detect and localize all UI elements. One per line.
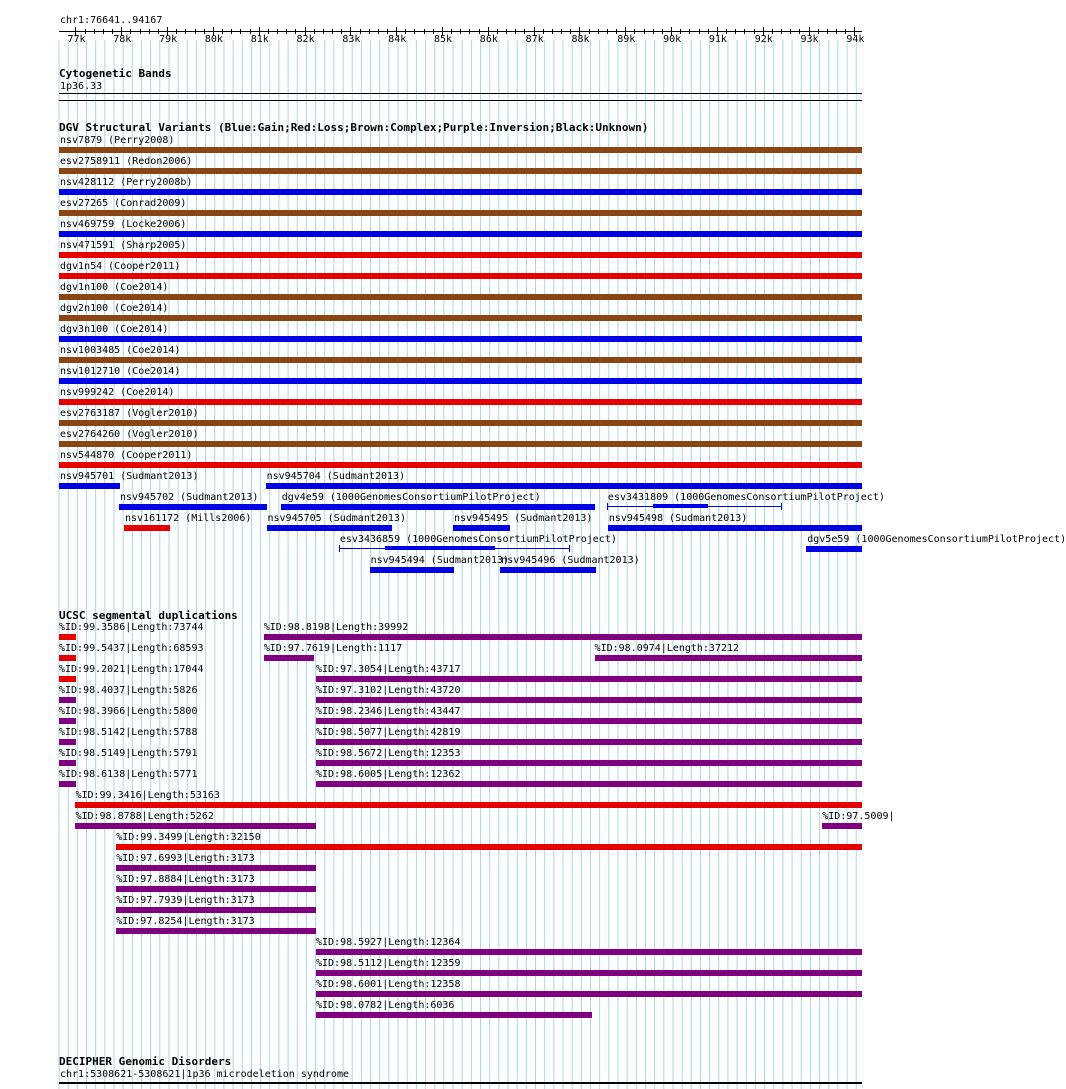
ruler-tick-label: 90k: [663, 34, 682, 45]
dgv-item-end: [781, 503, 782, 510]
segdup-item-label[interactable]: %ID:97.7939|Length:3173: [116, 895, 255, 906]
segdup-item-label[interactable]: %ID:98.2346|Length:43447: [315, 706, 461, 717]
segdup-item-bar[interactable]: [59, 739, 76, 745]
dgv-item-bar[interactable]: [59, 378, 862, 384]
dgv-item-bar[interactable]: [59, 231, 862, 237]
segdup-item-label[interactable]: %ID:98.5112|Length:12359: [315, 958, 461, 969]
dgv-item-bar[interactable]: [59, 147, 862, 153]
segdup-item-label[interactable]: %ID:98.5077|Length:42819: [315, 727, 461, 738]
ruler-tick-label: 81k: [250, 34, 269, 45]
dgv-item-bar[interactable]: [59, 357, 862, 363]
segdup-item-bar[interactable]: [316, 739, 862, 745]
segdup-item-bar[interactable]: [264, 655, 314, 661]
dgv-item-label[interactable]: dgv1n100 (Coe2014): [60, 282, 169, 293]
ruler-minor-tick: [607, 29, 608, 34]
dgv-item-bar[interactable]: [281, 504, 596, 510]
segdup-item-label[interactable]: %ID:99.5437|Length:68593: [59, 643, 204, 654]
dgv-item-bar[interactable]: [119, 504, 267, 510]
segdup-item-label[interactable]: %ID:97.5009|: [822, 811, 895, 822]
ruler-minor-tick: [414, 29, 415, 34]
segdup-item-label[interactable]: %ID:98.6138|Length:5771: [59, 769, 198, 780]
ruler-minor-tick: [369, 29, 370, 34]
segdup-item-label[interactable]: %ID:99.3586|Length:73744: [59, 622, 204, 633]
ruler-minor-tick: [469, 29, 470, 34]
ruler-minor-tick: [277, 29, 278, 34]
ruler-minor-tick: [323, 29, 324, 34]
segdup-item-label[interactable]: %ID:98.6005|Length:12362: [315, 769, 461, 780]
segdup-item-label[interactable]: %ID:98.4037|Length:5826: [59, 685, 198, 696]
dgv-item-end: [607, 503, 608, 510]
ruler-minor-tick: [561, 29, 562, 34]
ruler-minor-tick: [140, 29, 141, 34]
cytoband-bar[interactable]: [59, 93, 862, 94]
segdup-item-bar[interactable]: [75, 802, 862, 808]
dgv-item-bar[interactable]: [453, 525, 510, 531]
dgv-item-label[interactable]: nsv945701 (Sudmant2013): [60, 471, 199, 482]
ruler-minor-tick: [185, 29, 186, 34]
decipher-bar[interactable]: [59, 1082, 862, 1084]
segdup-item-label[interactable]: %ID:99.3416|Length:53163: [75, 790, 220, 801]
dgv-item-bar[interactable]: [608, 525, 862, 531]
ruler-minor-tick: [103, 29, 104, 34]
segdup-item-label[interactable]: %ID:97.6993|Length:3173: [116, 853, 255, 864]
segdup-item-label[interactable]: %ID:97.3054|Length:43717: [315, 664, 461, 675]
ruler-tick-label: 94k: [846, 34, 865, 45]
dgv-item-end: [569, 545, 570, 552]
ruler-minor-tick: [744, 29, 745, 34]
ruler-minor-tick: [94, 29, 95, 34]
segdup-item-bar[interactable]: [59, 676, 76, 682]
ruler-minor-tick: [506, 29, 507, 34]
ruler-tick-label: 78k: [113, 34, 132, 45]
segdup-item-bar[interactable]: [316, 760, 862, 766]
dgv-item-bar[interactable]: [59, 315, 862, 321]
dgv-item-label[interactable]: esv27265 (Conrad2009): [60, 198, 187, 209]
dgv-item-label[interactable]: nsv945702 (Sudmant2013): [119, 492, 259, 503]
ruler-minor-tick: [598, 29, 599, 34]
ruler-tick-label: 79k: [159, 34, 178, 45]
dgv-item-label[interactable]: esv3431809 (1000GenomesConsortiumPilotProject): [607, 492, 885, 503]
dgv-item-label[interactable]: nsv1003485 (Coe2014): [60, 345, 181, 356]
dgv-item-label[interactable]: dgv2n100 (Coe2014): [60, 303, 169, 314]
ruler-minor-tick: [689, 29, 690, 34]
segdup-item-label[interactable]: %ID:97.8884|Length:3173: [116, 874, 255, 885]
segdup-item-label[interactable]: %ID:98.6001|Length:12358: [315, 979, 461, 990]
segdup-item-label[interactable]: %ID:98.5927|Length:12364: [315, 937, 461, 948]
dgv-item-label[interactable]: nsv999242 (Coe2014): [60, 387, 175, 398]
dgv-item-bar[interactable]: [806, 546, 862, 552]
track-title-decipher: DECIPHER Genomic Disorders: [59, 1055, 232, 1068]
dgv-item-label[interactable]: esv2758911 (Redon2006): [60, 156, 193, 167]
ruler-minor-tick: [195, 29, 196, 34]
dgv-item-label[interactable]: esv2763187 (Vogler2010): [60, 408, 199, 419]
segdup-item-label[interactable]: %ID:97.8254|Length:3173: [116, 916, 255, 927]
ruler-minor-tick: [827, 29, 828, 34]
ruler-tick-label: 77k: [67, 34, 86, 45]
ruler-minor-tick: [378, 29, 379, 34]
ruler-minor-tick: [240, 29, 241, 34]
ruler-minor-tick: [332, 29, 333, 34]
segdup-item-bar[interactable]: [264, 634, 862, 640]
ruler-tick-label: 83k: [342, 34, 361, 45]
ruler-minor-tick: [286, 29, 287, 34]
segdup-item-bar[interactable]: [316, 949, 862, 955]
dgv-item-bar[interactable]: [59, 441, 862, 447]
ruler-minor-tick: [699, 29, 700, 34]
segdup-item-label[interactable]: %ID:98.5142|Length:5788: [59, 727, 198, 738]
segdup-item-bar[interactable]: [116, 907, 316, 913]
dgv-item-label[interactable]: nsv945495 (Sudmant2013): [453, 513, 593, 524]
dgv-item-label[interactable]: nsv7879 (Perry2008): [60, 135, 175, 146]
ruler-tick-label: 86k: [479, 34, 498, 45]
dgv-item-label[interactable]: nsv161172 (Mills2006): [125, 513, 252, 524]
ruler-tick-label: 89k: [617, 34, 636, 45]
segdup-item-label[interactable]: %ID:98.5149|Length:5791: [59, 748, 198, 759]
segdup-item-bar[interactable]: [75, 823, 316, 829]
dgv-item-bar[interactable]: [59, 420, 862, 426]
segdup-item-bar[interactable]: [316, 991, 862, 997]
segdup-item-bar[interactable]: [316, 970, 862, 976]
segdup-item-bar[interactable]: [59, 718, 76, 724]
dgv-item-label[interactable]: nsv945494 (Sudmant2013): [370, 555, 510, 566]
dgv-item-bar[interactable]: [124, 525, 170, 531]
ruler-tick-label: 80k: [204, 34, 223, 45]
dgv-item-bar[interactable]: [59, 399, 862, 405]
dgv-item-bar[interactable]: [385, 546, 495, 550]
decipher-label[interactable]: chr1:5308621-5308621|1p36 microdeletion syndrome: [60, 1069, 349, 1080]
segdup-item-label[interactable]: %ID:98.3966|Length:5800: [59, 706, 198, 717]
dgv-item-bar[interactable]: [266, 483, 862, 489]
segdup-item-bar[interactable]: [116, 865, 316, 871]
dgv-item-label[interactable]: dgv5e59 (1000GenomesConsortiumPilotProject): [807, 534, 1066, 545]
dgv-item-bar[interactable]: [267, 525, 392, 531]
track-title-dgv: DGV Structural Variants (Blue:Gain;Red:Loss;Brown:Complex;Purple:Inversion;Black:Unknown): [59, 121, 649, 134]
ruler-minor-tick: [653, 29, 654, 34]
ruler-tick-label: 93k: [800, 34, 819, 45]
dgv-item-label[interactable]: dgv3n100 (Coe2014): [60, 324, 169, 335]
dgv-item-bar[interactable]: [59, 336, 862, 342]
dgv-item-bar[interactable]: [59, 462, 862, 468]
ruler-minor-tick: [552, 29, 553, 34]
ruler-minor-tick: [781, 29, 782, 34]
dgv-item-label[interactable]: nsv428112 (Perry2008b): [60, 177, 193, 188]
segdup-item-label[interactable]: %ID:99.3499|Length:32150: [116, 832, 261, 843]
segdup-item-label[interactable]: %ID:98.0782|Length:6036: [315, 1000, 455, 1011]
track-title-cytoband: Cytogenetic Bands: [59, 67, 172, 80]
ruler-minor-tick: [644, 29, 645, 34]
segdup-item-label[interactable]: %ID:99.2021|Length:17044: [59, 664, 204, 675]
segdup-item-bar[interactable]: [59, 760, 76, 766]
segdup-item-bar[interactable]: [59, 634, 76, 640]
segdup-item-bar[interactable]: [59, 697, 76, 703]
ruler-tick-label: 84k: [388, 34, 407, 45]
dgv-item-bar[interactable]: [59, 168, 862, 174]
dgv-item-label[interactable]: nsv945704 (Sudmant2013): [266, 471, 406, 482]
segdup-item-bar[interactable]: [316, 1012, 592, 1018]
segdup-item-bar[interactable]: [116, 886, 316, 892]
ruler-tick-label: 85k: [433, 34, 453, 45]
segdup-item-bar[interactable]: [59, 655, 76, 661]
dgv-item-label[interactable]: nsv471591 (Sharp2005): [60, 240, 187, 251]
dgv-item-bar[interactable]: [59, 252, 862, 258]
track-divider: [59, 100, 862, 101]
ruler-tick-label: 92k: [754, 34, 773, 45]
segdup-item-label[interactable]: %ID:97.3102|Length:43720: [315, 685, 461, 696]
segdup-item-bar[interactable]: [316, 781, 862, 787]
segdup-item-bar[interactable]: [822, 823, 862, 829]
dgv-item-label[interactable]: nsv469759 (Locke2006): [60, 219, 187, 230]
ruler-tick-label: 88k: [571, 34, 590, 45]
dgv-item-bar[interactable]: [59, 210, 862, 216]
dgv-item-label[interactable]: esv3436859 (1000GenomesConsortiumPilotProject): [339, 534, 617, 545]
segdup-item-bar[interactable]: [59, 781, 76, 787]
dgv-item-label[interactable]: dgv1n54 (Cooper2011): [60, 261, 181, 272]
segdup-item-label[interactable]: %ID:98.5672|Length:12353: [315, 748, 461, 759]
ruler-minor-tick: [149, 29, 150, 34]
ruler-minor-tick: [460, 29, 461, 34]
segdup-item-bar[interactable]: [116, 844, 862, 850]
cytoband-label[interactable]: 1p36.33: [60, 81, 103, 92]
dgv-item-bar[interactable]: [500, 567, 596, 573]
dgv-item-bar[interactable]: [59, 483, 120, 489]
ruler-tick-label: 87k: [525, 34, 544, 45]
track-title-segdups: UCSC segmental duplications: [59, 609, 238, 622]
ruler-minor-tick: [515, 29, 516, 34]
segdup-item-label[interactable]: %ID:98.0974|Length:37212: [594, 643, 740, 654]
dgv-item-bar[interactable]: [59, 189, 862, 195]
segdup-item-label[interactable]: %ID:97.7619|Length:1117: [263, 643, 403, 654]
dgv-item-label[interactable]: nsv1012710 (Coe2014): [60, 366, 181, 377]
ruler-minor-tick: [424, 29, 425, 34]
dgv-item-label[interactable]: nsv945705 (Sudmant2013): [267, 513, 406, 524]
dgv-item-bar[interactable]: [370, 567, 454, 573]
dgv-item-end: [339, 545, 340, 552]
segdup-item-bar[interactable]: [595, 655, 862, 661]
segdup-item-bar[interactable]: [316, 697, 862, 703]
dgv-item-label[interactable]: nsv945498 (Sudmant2013): [608, 513, 748, 524]
dgv-item-label[interactable]: dgv4e59 (1000GenomesConsortiumPilotProject): [281, 492, 541, 503]
segdup-item-bar[interactable]: [316, 718, 862, 724]
ruler-label: chr1:76641..94167: [60, 15, 163, 26]
dgv-item-label[interactable]: nsv544870 (Cooper2011): [60, 450, 193, 461]
dgv-item-bar[interactable]: [59, 273, 862, 279]
segdup-item-label[interactable]: %ID:98.8788|Length:5262: [75, 811, 214, 822]
ruler-minor-tick: [735, 29, 736, 34]
dgv-item-bar[interactable]: [653, 504, 708, 508]
dgv-item-label[interactable]: esv2764260 (Vogler2010): [60, 429, 199, 440]
segdup-item-label[interactable]: %ID:98.8198|Length:39992: [263, 622, 409, 633]
dgv-item-bar[interactable]: [59, 294, 862, 300]
ruler-minor-tick: [790, 29, 791, 34]
segdup-item-bar[interactable]: [116, 928, 316, 934]
ruler-minor-tick: [836, 29, 837, 34]
segdup-item-bar[interactable]: [316, 676, 862, 682]
ruler-minor-tick: [231, 29, 232, 34]
ruler-tick-label: 82k: [296, 34, 315, 45]
dgv-item-label[interactable]: nsv945496 (Sudmant2013): [501, 555, 640, 566]
ruler-tick-label: 91k: [708, 34, 727, 45]
